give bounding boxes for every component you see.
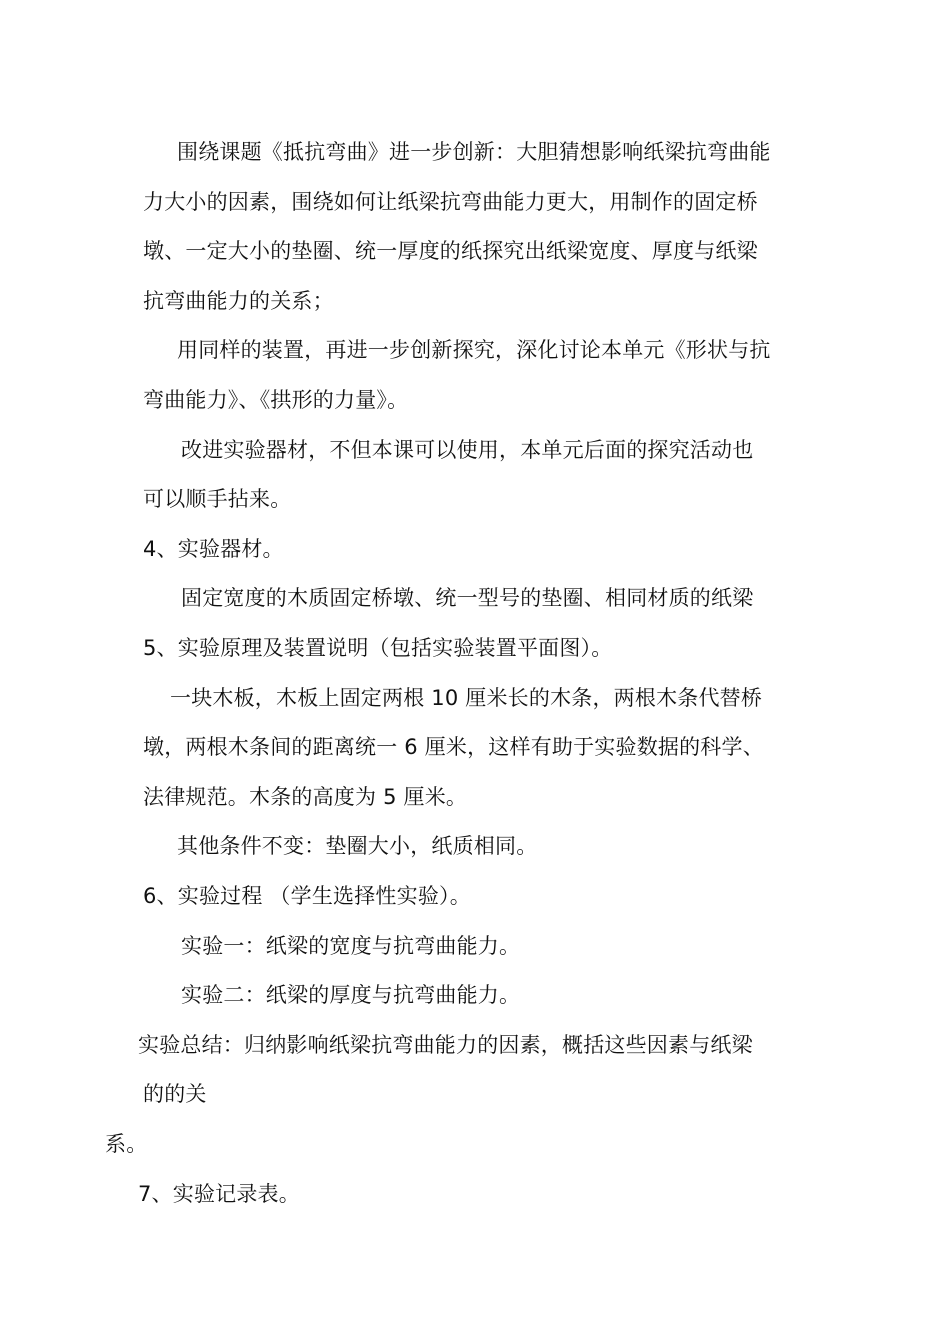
paragraph-line: 其他条件不变：垫圈大小，纸质相同。 — [177, 834, 538, 858]
paragraph-line: 实验二：纸梁的厚度与抗弯曲能力。 — [181, 983, 521, 1007]
paragraph-line: 力大小的因素，围绕如何让纸梁抗弯曲能力更大，用制作的固定桥 — [143, 190, 758, 214]
paragraph-line: 法律规范。木条的高度为 5 厘米。 — [143, 785, 468, 809]
paragraph-line: 弯曲能力》、《拱形的力量》。 — [143, 388, 409, 412]
paragraph-line: 的的关 — [143, 1082, 207, 1106]
paragraph-line: 抗弯曲能力的关系； — [143, 289, 334, 313]
paragraph-line: 一块木板，木板上固定两根 10 厘米长的木条，两根木条代替桥 — [170, 686, 763, 710]
paragraph-line: 可以顺手拈来。 — [143, 487, 292, 511]
paragraph-line: 实验总结：归纳影响纸梁抗弯曲能力的因素，概括这些因素与纸梁 — [138, 1033, 753, 1057]
paragraph-line: 改进实验器材，不但本课可以使用，本单元后面的探究活动也 — [181, 438, 754, 462]
paragraph-line: 系。 — [105, 1132, 148, 1156]
section-heading: 6、实验过程 （学生选择性实验）。 — [143, 884, 471, 908]
paragraph-line: 墩、一定大小的垫圈、统一厚度的纸探究出纸梁宽度、厚度与纸梁 — [143, 239, 758, 263]
section-heading: 4、实验器材。 — [143, 537, 284, 561]
paragraph-line: 用同样的装置，再进一步创新探究，深化讨论本单元《形状与抗 — [177, 338, 771, 362]
paragraph-line: 围绕课题《抵抗弯曲》进一步创新：大胆猜想影响纸梁抗弯曲能 — [177, 140, 771, 164]
paragraph-line: 实验一：纸梁的宽度与抗弯曲能力。 — [181, 934, 521, 958]
section-heading: 7、实验记录表。 — [138, 1182, 300, 1206]
paragraph-line: 固定宽度的木质固定桥墩、统一型号的垫圈、相同材质的纸梁 — [181, 586, 754, 610]
paragraph-line: 墩，两根木条间的距离统一 6 厘米，这样有助于实验数据的科学、 — [143, 735, 764, 759]
section-heading: 5、实验原理及装置说明（包括实验装置平面图）。 — [143, 636, 613, 660]
